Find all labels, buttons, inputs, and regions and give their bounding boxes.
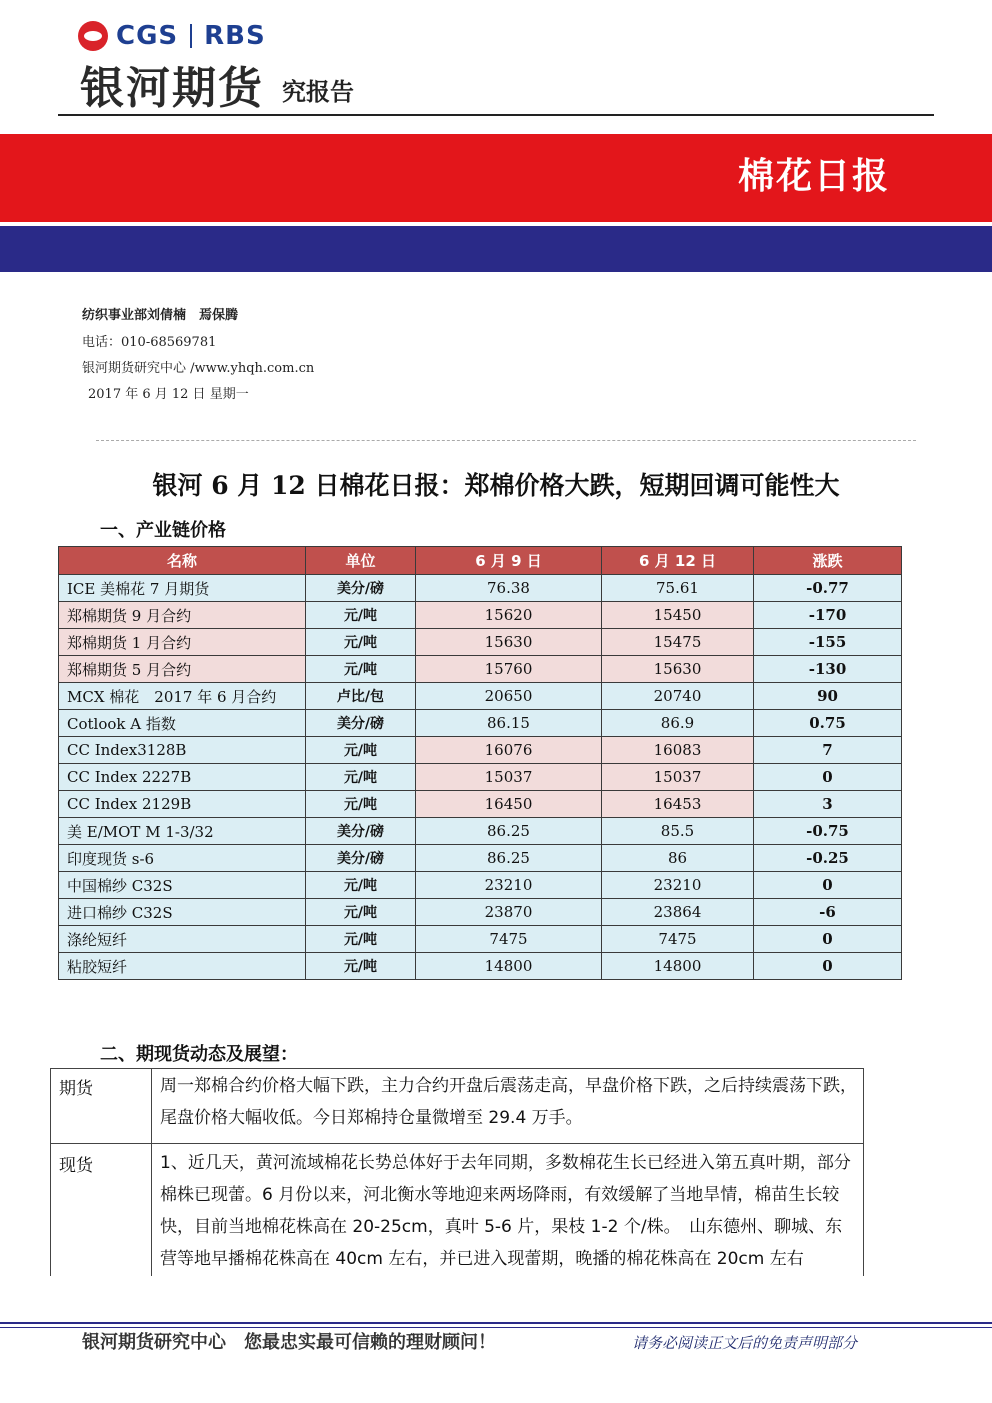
cell-value-date1: 16450 (416, 791, 602, 818)
cell-value-date2: 7475 (602, 926, 754, 953)
section-title-outlook: 二、期现货动态及展望： (100, 1044, 298, 1065)
cell-value-date2: 16083 (602, 737, 754, 764)
col-header-date2: 6 月 12 日 (602, 547, 754, 575)
cell-unit: 元/吨 (306, 872, 416, 899)
cell-value-date1: 76.38 (416, 575, 602, 602)
cell-value-date1: 20650 (416, 683, 602, 710)
cell-unit: 元/吨 (306, 791, 416, 818)
cell-change: -130 (754, 656, 902, 683)
cell-name: 美 E/MOT M 1-3/32 (59, 818, 306, 845)
section-title-prices: 一、产业链价格 (100, 520, 226, 541)
cell-change: -0.77 (754, 575, 902, 602)
cell-value-date2: 16453 (602, 791, 754, 818)
cell-value-date2: 15037 (602, 764, 754, 791)
cell-value-date1: 15037 (416, 764, 602, 791)
cell-value-date1: 86.25 (416, 845, 602, 872)
cell-change: -170 (754, 602, 902, 629)
cell-name: MCX 棉花 2017 年 6 月合约 (59, 683, 306, 710)
outlook-row-spot (51, 1144, 864, 1277)
date-line: 2017 年 6 月 12 日 星期一 (88, 387, 249, 402)
cell-value-date2: 86 (602, 845, 754, 872)
cell-value-date1: 23870 (416, 899, 602, 926)
cell-name: ICE 美棉花 7 月期货 (59, 575, 306, 602)
outlook-table (50, 1068, 864, 1276)
logo-rbs-text: RBS (204, 21, 266, 51)
cell-value-date2: 23864 (602, 899, 754, 926)
cell-unit: 元/吨 (306, 764, 416, 791)
brand-subtitle: 究报告 (282, 78, 354, 106)
cell-change: 0 (754, 872, 902, 899)
cell-value-date1: 7475 (416, 926, 602, 953)
cell-value-date2: 86.9 (602, 710, 754, 737)
cell-unit: 美分/磅 (306, 845, 416, 872)
cell-value-date1: 16076 (416, 737, 602, 764)
futures-label: 期货 (51, 1069, 152, 1144)
cell-unit: 元/吨 (306, 602, 416, 629)
cell-unit: 元/吨 (306, 899, 416, 926)
cell-name: 印度现货 s-6 (59, 845, 306, 872)
col-header-unit: 单位 (306, 547, 416, 575)
col-header-change: 涨跌 (754, 547, 902, 575)
cell-unit: 美分/磅 (306, 710, 416, 737)
cell-unit: 美分/磅 (306, 818, 416, 845)
col-header-date1: 6 月 9 日 (416, 547, 602, 575)
cell-value-date1: 86.25 (416, 818, 602, 845)
cell-change: -0.75 (754, 818, 902, 845)
cell-name: 郑棉期货 1 月合约 (59, 629, 306, 656)
cell-value-date2: 85.5 (602, 818, 754, 845)
phone-line: 电话：010-68569781 (82, 335, 217, 350)
cell-name: 进口棉纱 C32S (59, 899, 306, 926)
cell-unit: 元/吨 (306, 926, 416, 953)
futures-text: 周一郑棉合约价格大幅下跌，主力合约开盘后震荡走高，早盘价格下跌，之后持续震荡下跌，尾盘价格大幅收低。今日郑棉持仓量微增至 29.4 万手。 (152, 1069, 864, 1144)
cell-change: 90 (754, 683, 902, 710)
cell-value-date1: 86.15 (416, 710, 602, 737)
cell-value-date1: 23210 (416, 872, 602, 899)
brand-name: 银河期货 (80, 63, 264, 114)
cell-change: -0.25 (754, 845, 902, 872)
cell-change: 7 (754, 737, 902, 764)
cell-value-date1: 15620 (416, 602, 602, 629)
report-type-title: 棉花日报 (737, 156, 890, 197)
footer-rule (0, 1322, 992, 1324)
cell-name: 涤纶短纤 (59, 926, 306, 953)
cell-name: CC Index 2129B (59, 791, 306, 818)
cell-value-date2: 15630 (602, 656, 754, 683)
logo-cgs-text: CGS (116, 21, 179, 51)
cell-name: 中国棉纱 C32S (59, 872, 306, 899)
cell-value-date2: 14800 (602, 953, 754, 980)
cell-change: 3 (754, 791, 902, 818)
cell-name: 粘胶短纤 (59, 953, 306, 980)
cell-value-date2: 23210 (602, 872, 754, 899)
cell-unit: 元/吨 (306, 737, 416, 764)
cell-unit: 元/吨 (306, 656, 416, 683)
cell-change: 0 (754, 764, 902, 791)
cell-value-date2: 15475 (602, 629, 754, 656)
cell-change: -6 (754, 899, 902, 926)
cell-name: CC Index 2227B (59, 764, 306, 791)
cell-unit: 美分/磅 (306, 575, 416, 602)
cell-unit: 元/吨 (306, 953, 416, 980)
col-header-name: 名称 (59, 547, 306, 575)
footer-slogan: 银河期货研究中心 您最忠实最可信赖的理财顾问！ (82, 1332, 496, 1353)
cell-name: CC Index3128B (59, 737, 306, 764)
website-line: 银河期货研究中心 /www.yhqh.com.cn (82, 361, 315, 376)
spot-text: 1、近几天，黄河流域棉花长势总体好于去年同期，多数棉花生长已经进入第五真叶期，部分棉株已现蕾。6 月份以来，河北衡水等地迎来两场降雨，有效缓解了当地旱情，棉苗生长较快，目前当地棉花株高在 20-25cm，真叶 5-6 片，果枝 1-2 个/株。 山东德州、聊城、东营等地早播棉花株高在 40cm 左右，并已进入现蕾期，晚播的棉花株高在 20cm 左右 (152, 1144, 864, 1277)
cell-unit: 卢比/包 (306, 683, 416, 710)
spot-label: 现货 (51, 1144, 152, 1277)
outlook-row-futures (51, 1069, 864, 1144)
cell-name: 郑棉期货 5 月合约 (59, 656, 306, 683)
report-headline: 银河 6 月 12 日棉花日报：郑棉价格大跌，短期回调可能性大 (152, 471, 840, 500)
cell-change: 0 (754, 953, 902, 980)
cell-unit: 元/吨 (306, 629, 416, 656)
cell-name: 郑棉期货 9 月合约 (59, 602, 306, 629)
cell-value-date2: 75.61 (602, 575, 754, 602)
cell-value-date1: 14800 (416, 953, 602, 980)
cell-change: 0 (754, 926, 902, 953)
cell-value-date1: 15630 (416, 629, 602, 656)
footer-disclaimer: 请务必阅读正文后的免责声明部分 (632, 1334, 858, 1352)
cell-value-date2: 20740 (602, 683, 754, 710)
cell-value-date2: 15450 (602, 602, 754, 629)
cell-value-date1: 15760 (416, 656, 602, 683)
cell-change: -155 (754, 629, 902, 656)
cell-name: Cotlook A 指数 (59, 710, 306, 737)
cell-change: 0.75 (754, 710, 902, 737)
author-line: 纺织事业部刘倩楠 焉保腾 (82, 308, 239, 323)
